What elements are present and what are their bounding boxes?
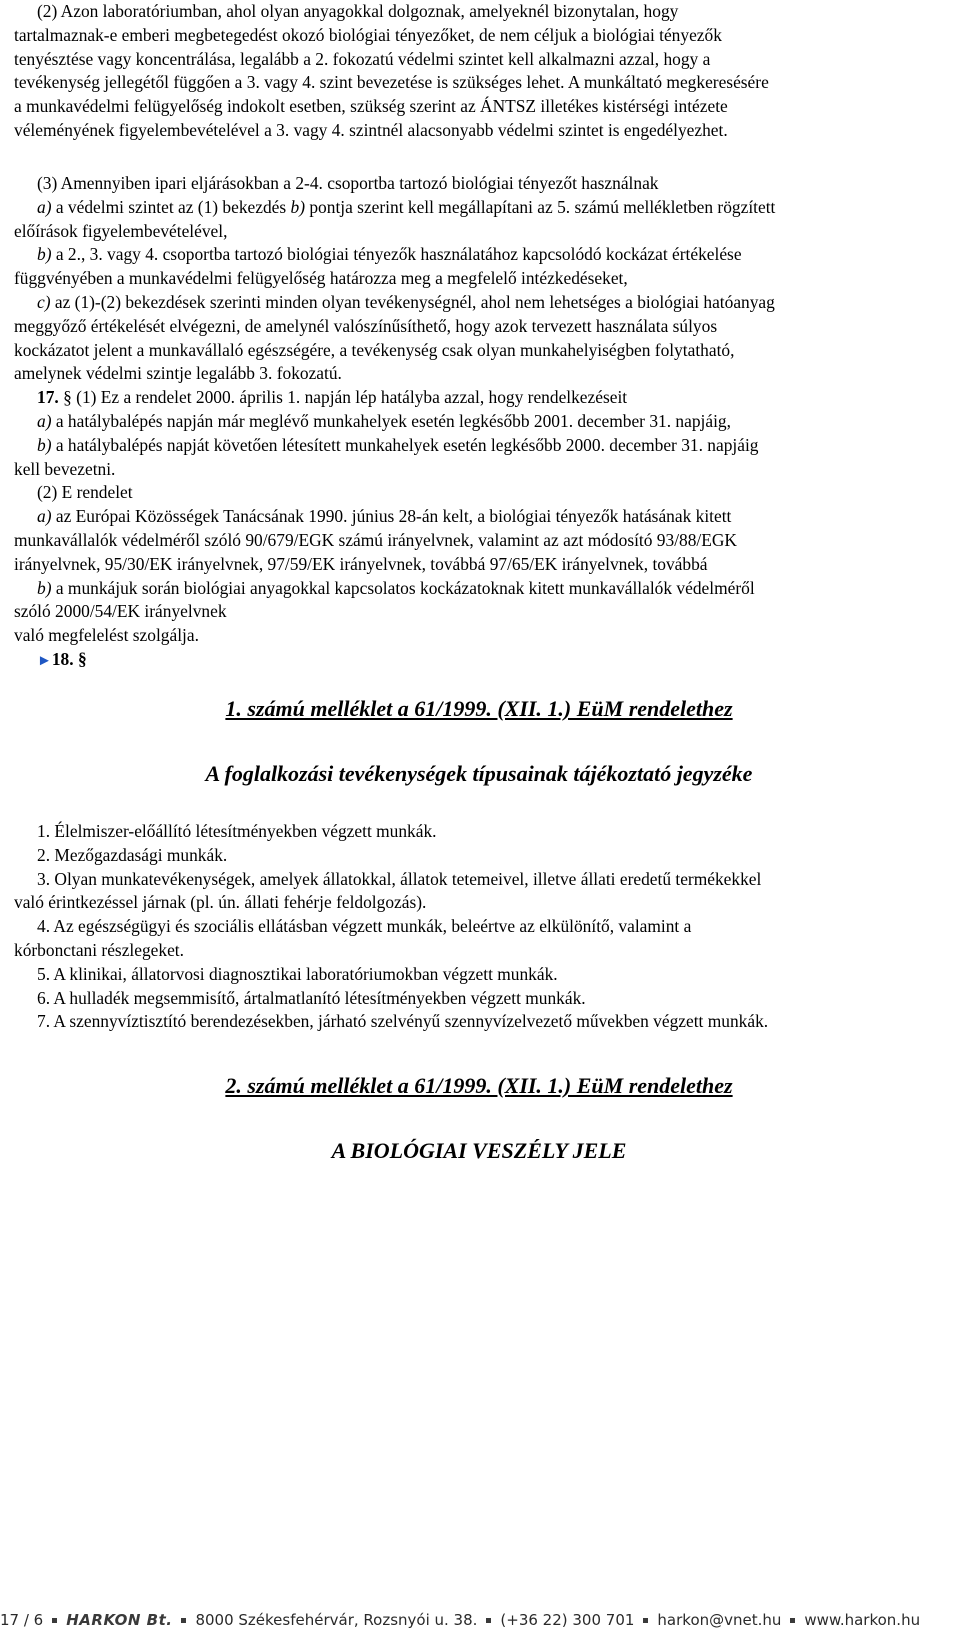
- separator-square-icon: [52, 1618, 57, 1623]
- point-text: a hatálybalépés napját követően létesített munkahelyek esetén legkésőbb 2000. december 31. napjáig: [51, 434, 759, 455]
- text-line: irányelvnek, 95/30/EK irányelvnek, 97/59/EK irányelvnek, továbbá 97/65/EK irányelvnek, továbbá: [14, 553, 708, 574]
- section-18: [14, 648, 775, 674]
- text-line: meggyőző értékelését elvégezni, de amelynél valószínűsíthető, hogy azok tervezett használata súlyos: [14, 315, 718, 336]
- text-line: munkavállalók védelméről szóló 90/679/EGK számú irányelvnek, valamint az azt módosító 93/88/EGK: [14, 529, 737, 550]
- separator-square-icon: [643, 1618, 648, 1623]
- text-line: (2) E rendelet: [37, 482, 133, 503]
- text-line: előírások figyelembevételével,: [14, 220, 228, 241]
- text-line: való megfelelést szolgálja.: [14, 625, 199, 646]
- section-sign: §: [77, 648, 87, 669]
- text-line: a munkavédelmi felügyelőség indokolt esetben, szükség szerint az ÁNTSZ illetékes kistérségi intézete: [14, 96, 728, 117]
- text-line: szóló 2000/54/EK irányelvnek: [14, 601, 227, 622]
- point-text: pontja szerint kell megállapítani az 5. számú mellékletben rögzített: [305, 196, 776, 217]
- list-item: 1. Élelmiszer-előállító létesítményekben végzett munkák.: [37, 821, 437, 841]
- list-item: 2. Mezőgazdasági munkák.: [37, 844, 228, 865]
- annex1-title: 1. számú melléklet a 61/1999. (XII. 1.) EüM rendelethez: [225, 696, 733, 721]
- annex2-subtitle: A BIOLÓGIAI VESZÉLY JELE: [331, 1138, 627, 1163]
- point-label: c): [37, 291, 51, 312]
- point-text: az (1)-(2) bekezdések szerinti minden olyan tevékenységnél, ahol nem lehetséges a biológiai hatóanyag: [50, 291, 775, 312]
- point-label: b): [37, 577, 52, 598]
- company-logo: HARKON Bt.: [66, 1610, 173, 1629]
- point-text: a munkájuk során biológiai anyagokkal kapcsolatos kockázatoknak kitett munkavállalók védelméről: [51, 577, 755, 598]
- text-line: függvényében a munkavédelmi felügyelőség határozza meg a megfelelő intézkedéseket,: [14, 268, 628, 289]
- point-b: [14, 434, 775, 458]
- text-line: tartalmaznak-e emberi megbetegedést okozó biológiai tényezőket, de nem céljuk a biológiai tényezők: [14, 24, 722, 45]
- text-line: tenyésztése vagy koncentrálása, legalább a 2. fokozatú védelmi szintet kell alkalmazni azzal, hogy a: [14, 48, 711, 69]
- point-label: a): [37, 196, 52, 217]
- point-label: b): [37, 244, 52, 265]
- annex2-title: 2. számú melléklet a 61/1999. (XII. 1.) EüM rendelethez: [225, 1073, 733, 1098]
- point-text: a hatálybalépés napján már meglévő munkahelyek esetén legkésőbb 2001. december 31. napjáig,: [51, 410, 731, 431]
- section-number: 17.: [37, 387, 59, 408]
- paragraph-2: [14, 0, 769, 143]
- point-label: a): [37, 506, 52, 527]
- list-item: 6. A hulladék megsemmisítő, ártalmatlanító létesítményekben végzett munkák.: [37, 987, 586, 1008]
- footer-email[interactable]: harkon@vnet.hu: [657, 1610, 782, 1629]
- text-line: (3) Amennyiben ipari eljárásokban a 2-4. csoportba tartozó biológiai tényezőt használnak: [37, 173, 659, 193]
- paragraph-3: [14, 172, 775, 674]
- point-a: [14, 196, 775, 220]
- point-b: [14, 243, 775, 267]
- list-item: 5. A klinikai, állatorvosi diagnosztikai laboratóriumokban végzett munkák.: [37, 963, 558, 984]
- text-line: (2) Azon laboratóriumban, ahol olyan anyagokkal dolgoznak, amelyeknél bizonytalan, hogy: [37, 1, 679, 21]
- point-c: [14, 291, 775, 315]
- list-item: 4. Az egészségügyi és szociális ellátásban végzett munkák, beleértve az elkülönítő, valamint a: [37, 916, 692, 937]
- annex1-list: [14, 820, 768, 1034]
- point-a: [14, 410, 775, 434]
- section-number: 18.: [51, 648, 74, 669]
- arrow-right-icon: ►: [37, 652, 52, 669]
- section-17-line1: [14, 386, 775, 410]
- point-ref: b): [290, 196, 306, 217]
- separator-square-icon: [790, 1618, 795, 1623]
- list-item: 7. A szennyvíztisztító berendezésekben, járható szelvényű szennyvízelvezető művekben végzett munkák.: [37, 1011, 769, 1032]
- point-text: a 2., 3. vagy 4. csoportba tartozó biológiai tényezők használatához kapcsolódó kockázat értékelése: [51, 244, 742, 265]
- section-text: (1) Ez a rendelet 2000. április 1. napján lép hatályba azzal, hogy rendelkezéseit: [76, 387, 628, 408]
- footer-website[interactable]: www.harkon.hu: [804, 1610, 921, 1629]
- point-b: [14, 577, 775, 601]
- list-item: 3. Olyan munkatevékenységek, amelyek állatokkal, állatok tetemeivel, illetve állati eredetű termékekkel: [37, 868, 762, 889]
- footer-address: 8000 Székesfehérvár, Rozsnyói u. 38.: [195, 1610, 478, 1629]
- text-line: amelynek védelmi szintje legalább 3. fokozatú.: [14, 363, 342, 384]
- page-number: 17 / 6: [0, 1610, 44, 1629]
- page-footer: [0, 1609, 960, 1632]
- text-line: véleményének figyelembevételével a 3. vagy 4. szintnél alacsonyabb védelmi szintet is engedélyezhet.: [14, 119, 728, 140]
- section-sign: §: [63, 387, 72, 408]
- point-label: a): [37, 410, 52, 431]
- text-line: kell bevezetni.: [14, 458, 116, 479]
- separator-square-icon: [486, 1618, 491, 1623]
- point-text: a védelmi szintet az (1) bekezdés: [51, 196, 291, 217]
- point-text: az Európai Közösségek Tanácsának 1990. június 28-án kelt, a biológiai tényezők hatásának kitett: [51, 506, 732, 527]
- point-a: [14, 505, 775, 529]
- list-item-cont: való érintkezéssel járnak (pl. ún. állati fehérje feldolgozás).: [14, 892, 427, 913]
- list-item-cont: kórbonctani részlegeket.: [14, 939, 184, 960]
- point-label: b): [37, 434, 52, 455]
- text-line: tevékenység jellegétől függően a 3. vagy 4. szint bevezetése is szükséges lehet. A munkáltató megkeresésére: [14, 72, 769, 93]
- footer-phone: (+36 22) 300 701: [500, 1610, 635, 1629]
- annex1-subtitle: A foglalkozási tevékenységek típusainak tájékoztató jegyzéke: [205, 761, 753, 786]
- separator-square-icon: [181, 1618, 186, 1623]
- text-line: kockázatot jelent a munkavállaló egészségére, a tevékenység csak olyan munkahelyiségben folytatható,: [14, 339, 735, 360]
